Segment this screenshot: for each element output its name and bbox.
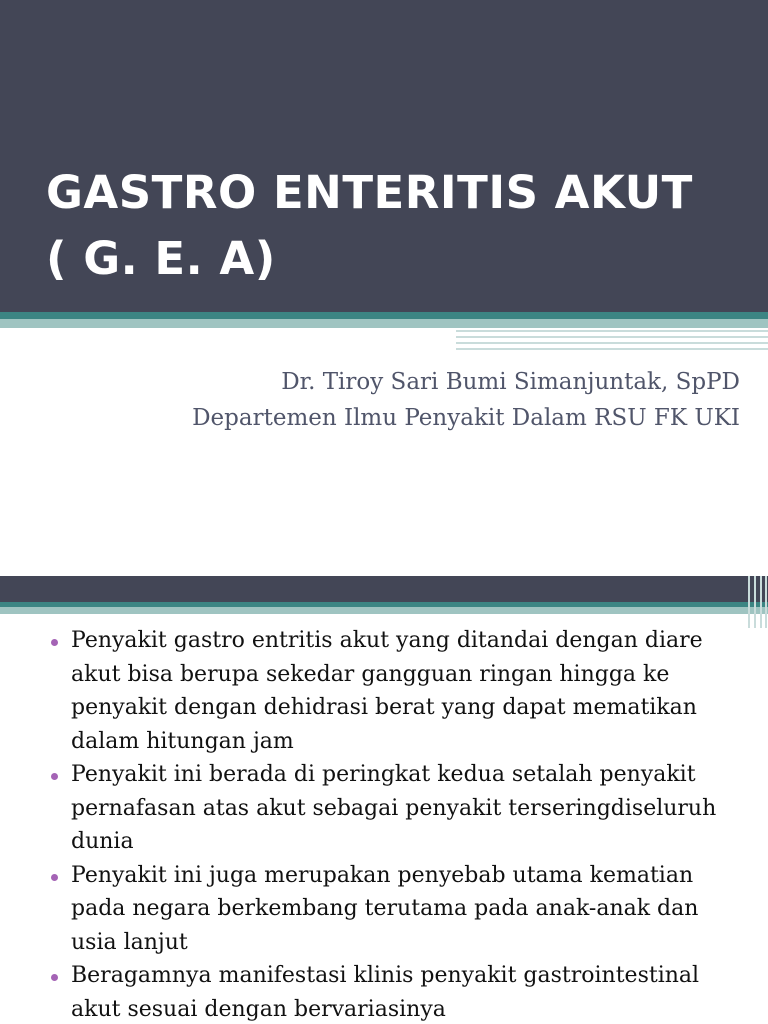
bullet-list <box>50 624 740 1024</box>
stripe-accent-lines <box>456 324 768 354</box>
content-light-teal-stripe <box>0 607 768 614</box>
content-stripe-accent <box>744 576 768 628</box>
content-slide <box>0 576 768 1024</box>
author-name: Dr. Tiroy Sari Bumi Simanjuntak, SpPD <box>281 369 740 395</box>
slide-title <box>46 160 693 292</box>
bullet-item: Beragamnya manifestasi klinis penyakit gastrointestinal akut sesuai dengan bervariasinya <box>50 959 740 1024</box>
teal-stripe <box>0 312 768 319</box>
content-header-band <box>0 576 768 602</box>
department-name: Departemen Ilmu Penyakit Dalam RSU FK UKI <box>192 405 740 431</box>
bullet-item: Penyakit ini juga merupakan penyebab utama kematian pada negara berkembang terutama pada anak-anak dan usia lanjut <box>50 859 740 960</box>
subtitle-block <box>192 364 740 436</box>
slide-title-line-2: ( G. E. A) <box>46 232 276 285</box>
bullet-item: Penyakit gastro entritis akut yang ditandai dengan diare akut bisa berupa sekedar gangguan ringan hingga ke penyakit dengan dehidrasi berat yang dapat mematikan dalam hitungan jam <box>50 624 740 758</box>
bullet-item: Penyakit ini berada di peringkat kedua setalah penyakit pernafasan atas akut sebagai penyakit terseringdiseluruh dunia <box>50 758 740 859</box>
slide-title-line-1: GASTRO ENTERITIS AKUT <box>46 166 693 219</box>
